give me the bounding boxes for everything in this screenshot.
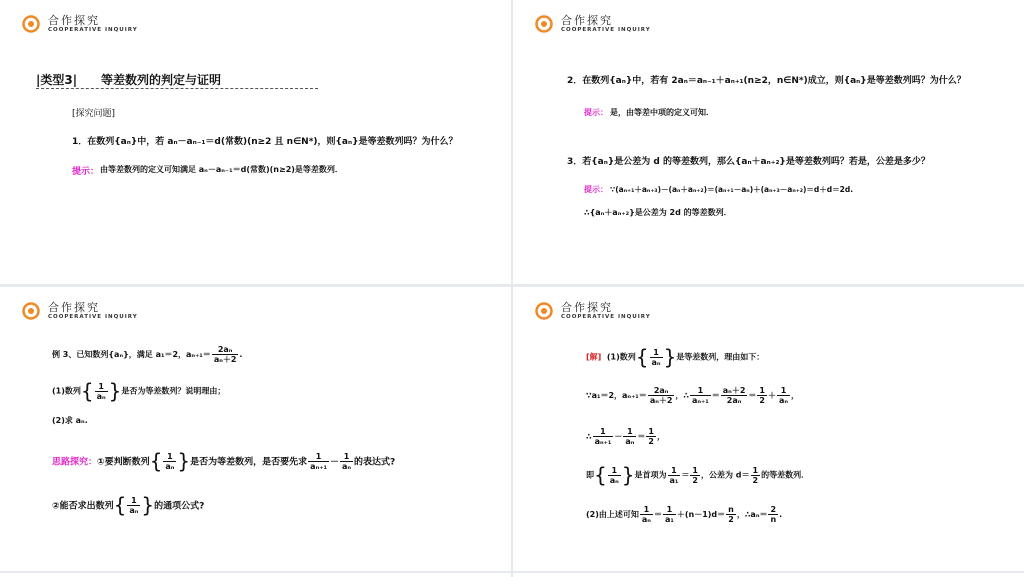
header-title: 合作探究 (48, 14, 100, 27)
header-subtitle: COOPERATIVE INQUIRY (561, 27, 651, 33)
hint-text: ∵(aₙ₊₁＋aₙ₊₃)－(aₙ＋aₙ₊₂)＝(aₙ₊₁－aₙ)＋(aₙ₊₃－aₙ₊₂)＝d＋d＝2d. (610, 185, 854, 194)
question-1: 1．在数列{aₙ}中，若 aₙ－aₙ₋₁＝d(常数)(n≥2 且 n∈N*)，则{aₙ}是等差数列吗？为什么？ (72, 137, 458, 147)
part-1: (1)数列{ $\frac{1}{\text{aₙ}}$ }是否为等差数列？说明理由； (52, 379, 226, 403)
question-2: 2．在数列{aₙ}中，若有 2aₙ＝aₙ₋₁＋aₙ₊₁(n≥2，n∈N*)成立，则{aₙ}是等差数列吗？为什么？ (567, 76, 966, 86)
slide-1[interactable] (0, 0, 511, 284)
hint-text: 是，由等差中项的定义可知． (610, 108, 714, 117)
header-title: 合作探究 (561, 301, 613, 314)
logo-icon (22, 302, 40, 320)
header-subtitle: COOPERATIVE INQUIRY (48, 27, 138, 33)
type-label: |类型3| (36, 73, 78, 87)
idea-1: 思路探究：①要判断数列{ $\frac{1}{\text{aₙ}}$ }是否为等差数列，是否要先求 $\frac{1}{\text{aₙ₊₁}}$ － $\frac{1}{\text{aₙ}}$ 的表达式? (52, 449, 396, 473)
conclusion-text: ∴{aₙ＋aₙ₊₂}是公差为 2d 的等差数列． (584, 208, 732, 217)
section-label: [探究问题] (72, 109, 116, 119)
next-slide-edge (513, 573, 1024, 577)
slide-3[interactable] (0, 287, 511, 571)
idea-2: ②能否求出数列{ $\frac{1}{\text{aₙ}}$ }的通项公式? (52, 493, 205, 517)
solution-line-3: ∴ $\frac{1}{\text{aₙ₊₁}}$ － $\frac{1}{\text{aₙ}}$ ＝ $\frac{1}{2}$ ， (586, 427, 665, 446)
solution-line-5: (2)由上述可知 $\frac{1}{\text{aₙ}}$ ＝ $\frac{1}{\text{a₁}}$ ＋(n－1)d＝ $\frac{n}{2}$ ，∴aₙ＝ $\frac{2}{n}$ . (586, 505, 783, 524)
hint-label: 提示： (584, 185, 608, 194)
solution-line-1: [解] (1)数列{ $\frac{1}{\text{aₙ}}$ }是等差数列，理由如下： (586, 345, 765, 369)
hint-label: 提示： (584, 108, 608, 117)
logo-icon (535, 15, 553, 33)
next-slide-edge (0, 573, 511, 577)
solution-line-4: 即{ $\frac{1}{\text{aₙ}}$ }是首项为 $\frac{1}{\text{a₁}}$ ＝ $\frac{1}{2}$ ，公差为 d＝ $\frac{1}{2}$ 的等差数列． (586, 463, 810, 487)
header-subtitle: COOPERATIVE INQUIRY (48, 314, 138, 320)
slide-4[interactable] (513, 287, 1024, 571)
question-3: 3．若{aₙ}是公差为 d 的等差数列，那么{aₙ＋aₙ₊₂}是等差数列吗？若是，公差是多少？ (567, 157, 930, 167)
type-title: 等差数列的判定与证明 (101, 73, 222, 87)
header-subtitle: COOPERATIVE INQUIRY (561, 314, 651, 320)
logo-icon (535, 302, 553, 320)
slide-2[interactable] (513, 0, 1024, 284)
part-2: (2)求 aₙ. (52, 416, 88, 425)
header-title: 合作探究 (561, 14, 613, 27)
logo-icon (22, 15, 40, 33)
header-title: 合作探究 (48, 301, 100, 314)
hint-label: 提示： (72, 167, 100, 177)
title-divider (36, 88, 318, 89)
example-statement: 例 3、已知数列{aₙ}，满足 a₁＝2，aₙ₊₁＝ $\frac{\text{2aₙ}}{\text{aₙ＋2}}$ . (52, 345, 243, 364)
hint-text: 由等差数列的定义可知满足 aₙ－aₙ₋₁＝d(常数)(n≥2)是等差数列． (100, 165, 343, 174)
solution-line-2: ∵a₁＝2，aₙ₊₁＝ $\frac{\text{2aₙ}}{\text{aₙ＋2}}$ ，∴ $\frac{1}{\text{aₙ₊₁}}$ ＝ $\frac{\text{aₙ＋2}}{\text{2aₙ}}$ ＝ $\frac{1}{2}$ ＋ $\frac{1}{\text{aₙ}}$ ， (586, 386, 800, 405)
